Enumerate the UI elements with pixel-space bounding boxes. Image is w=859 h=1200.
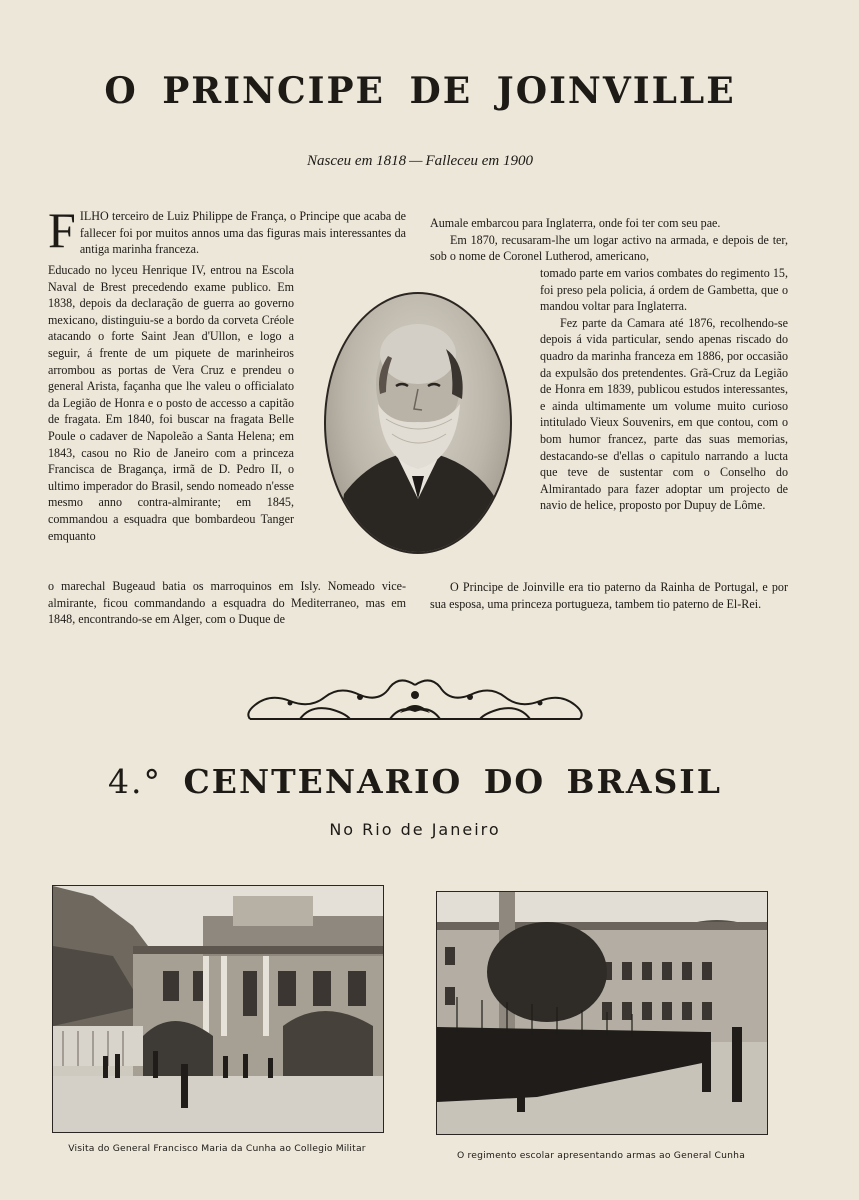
col1-narrow [48,262,294,544]
col1-bottom [48,578,406,628]
photo2-caption: O regimento escolar apresentando armas ao General Cunha [456,1150,746,1161]
col1-bottom-text: o marechal Bugeaud batia os marroquinos em Isly. Nomeado vice-almirante, ficou commandando a esquadra do Mediterraneo, mas em 1848, encontrando-se em Alger, com o Duque de [48,579,406,627]
article-title: O PRINCIPE DE JOINVILLE [104,70,736,112]
subtitle-separator: — [409,153,423,169]
centenary-subtitle: No Rio de Janeiro [329,820,501,839]
portrait-illustration [326,294,510,552]
col2-p2-text: Em 1870, recusaram-lhe um logar activo na armada, e depois de ter, sob o nome de Coronel Lutherod, americano, [430,232,788,264]
centenary-number: 4.° [108,762,163,801]
centenary-title-text: CENTENARIO DO BRASIL [183,762,722,801]
photo-collegio-illustration [53,886,383,1132]
col2-narrow-b: Fez parte da Camara até 1876, recolhendo-se depois á vida particular, sendo apenas riscado do quadro da marinha franceza em 1886, por occasião da expulsão dos pretendentes. Grã-Cruz da Legião de Honra em 1839, publicou estudos interessantes, e ainda ultimamente um volume muito curioso intitulado Vieux Souvenirs, em que contou, com o bom humor francez, parte das suas memorias, destacando-se d'ellas o capitulo narrando a lucta que teve de sustentar com o Conselho do Almirantado para fazer adoptar um projecto de navio de helice, proposto por Dupuy de Lôme. [540,315,788,513]
col2-bottom [430,579,788,612]
death-text: Falleceu em 1900 [425,153,533,169]
col2-bottom-text: O Principe de Joinville era tio paterno da Rainha de Portugal, e por sua esposa, uma princeza portugueza, tambem tio paterno de El-Rei. [430,580,788,611]
centenary-title [0,762,830,801]
birth-text: Nasceu em 1818 [307,153,407,169]
photo1-caption: Visita do General Francisco Maria da Cunha ao Collegio Militar [68,1143,366,1154]
col1-narrow-text: Educado no lyceu Henrique IV, entrou na Escola Naval de Brest precedendo exame publico. Em 1838, depois da declaração de guerra ao governo mexicano, distinguiu-se a bordo da corveta Créole atacando o forte Saint Jean d'Ullon, e logo a seguir, á frente de um piquete de marinheiros arrombou as portas de Vera Cruz e prendeu o general Arista, façanha que lhe valeu o officialato da Legião de Honra e o posto de accesso a capitão de fragata. Em 1840, foi buscar na fragata Belle Poule o cadaver de Napoleão a Santa Helena; em 1843, casou no Rio de Janeiro com a princeza Francisca de Bragança, irmã de D. Pedro II, o ultimo imperador do Brasil, sendo nomeado n'esse mesmo anno contra-almirante; em 1845, commandou a esquadra que bombardeou Tanger emquanto [48,263,294,543]
col2-top-text: Aumale embarcou para Inglaterra, onde foi ter com seu pae. [430,216,721,230]
article-subtitle [0,153,840,170]
portrait-photo [324,292,512,554]
decorative-ornament [240,675,590,731]
col1-intro [48,202,406,258]
drop-cap: F [48,202,76,258]
photo-regimento-illustration [437,892,767,1134]
ornament-svg [240,675,590,727]
col2-narrow-a: tomado parte em varios combates do regimento 15, foi preso pela policia, á ordem de Gambetta, que o mandou voltar para Inglaterra. [540,266,788,314]
col2-narrow [540,265,788,514]
col1-intro-text: ILHO terceiro de Luiz Philippe de França, o Principe que acaba de fallecer foi por muitos annos uma das figuras mais interessantes da antiga marinha franceza. [79,209,406,257]
photo-collegio-militar [52,885,384,1133]
photo-regimento-escolar [436,891,768,1135]
col2-top [430,215,788,265]
